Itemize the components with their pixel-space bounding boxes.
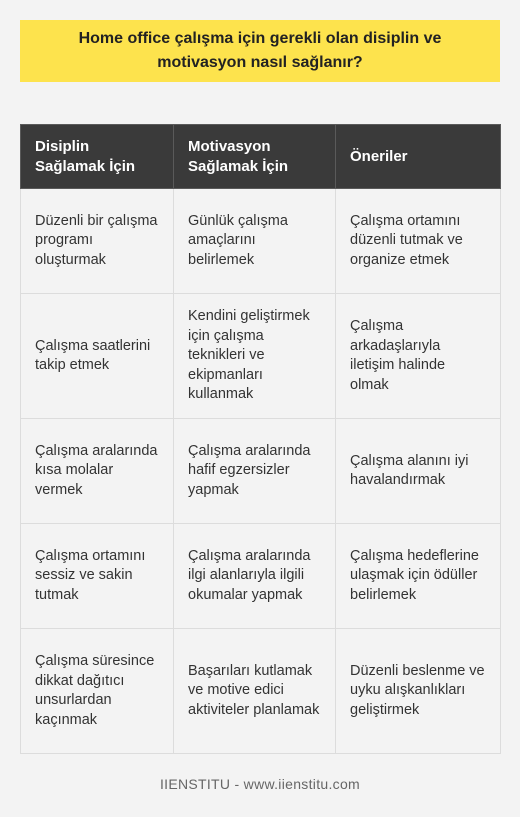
table-cell: Düzenli bir çalışma programı oluşturmak bbox=[21, 189, 174, 294]
header-motivation: Motivasyon Sağlamak İçin bbox=[174, 125, 336, 189]
table-cell: Çalışma aralarında hafif egzersizler yapmak bbox=[174, 419, 336, 524]
footer-credit: IIENSTITU - www.iienstitu.com bbox=[159, 776, 361, 792]
table-cell: Başarıları kutlamak ve motive edici aktiviteler planlamak bbox=[174, 629, 336, 754]
table-cell: Çalışma arkadaşlarıyla iletişim halinde olmak bbox=[336, 294, 501, 419]
table-header-row bbox=[21, 125, 501, 189]
header-suggestions: Öneriler bbox=[336, 125, 501, 189]
table-cell: Günlük çalışma amaçlarını belirlemek bbox=[174, 189, 336, 294]
table-cell: Düzenli beslenme ve uyku alışkanlıkları geliştirmek bbox=[336, 629, 501, 754]
table-row bbox=[21, 524, 501, 629]
page-title: Home office çalışma için gerekli olan disiplin ve motivasyon nasıl sağlanır? bbox=[78, 30, 442, 71]
table-cell: Çalışma saatlerini takip etmek bbox=[21, 294, 174, 419]
table-cell: Çalışma aralarında kısa molalar vermek bbox=[21, 419, 174, 524]
table-cell: Çalışma alanını iyi havalandırmak bbox=[336, 419, 501, 524]
table-cell: Çalışma süresince dikkat dağıtıcı unsurlardan kaçınmak bbox=[21, 629, 174, 754]
table-row bbox=[21, 629, 501, 754]
table-row bbox=[21, 294, 501, 419]
header-discipline: Disiplin Sağlamak İçin bbox=[21, 125, 174, 189]
title-banner bbox=[20, 20, 500, 82]
table-cell: Çalışma ortamını düzenli tutmak ve organize etmek bbox=[336, 189, 501, 294]
table-row bbox=[21, 419, 501, 524]
table-cell: Çalışma ortamını sessiz ve sakin tutmak bbox=[21, 524, 174, 629]
table-cell: Çalışma aralarında ilgi alanlarıyla ilgili okumalar yapmak bbox=[174, 524, 336, 629]
table-cell: Kendini geliştirmek için çalışma teknikleri ve ekipmanları kullanmak bbox=[174, 294, 336, 419]
table-cell: Çalışma hedeflerine ulaşmak için ödüller belirlemek bbox=[336, 524, 501, 629]
comparison-table bbox=[20, 124, 501, 754]
table-row bbox=[21, 189, 501, 294]
